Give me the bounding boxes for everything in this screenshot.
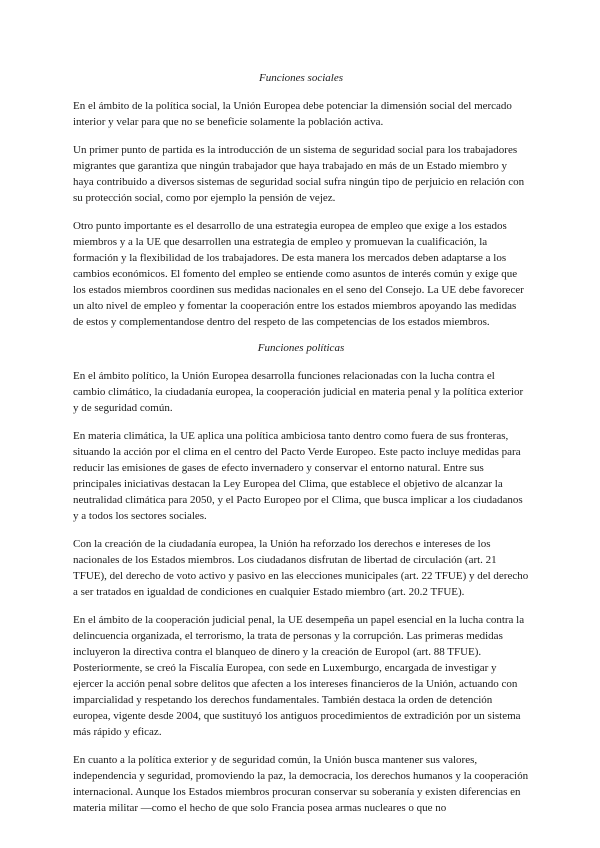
paragraph: Un primer punto de partida es la introducción de un sistema de seguridad social para los trabajadores migrantes que garantiza que ningún trabajador que haya trabajado en más de un Estado miembro y haya contribuido a diversos sistemas de seguridad social sufra ningún tipo de perjuicio en relación con su protección social, como por ejemplo la pensión de vejez. [73,144,525,204]
paragraph: En el ámbito político, la Unión Europea desarrolla funciones relacionadas con la lucha contra el cambio climático, la ciudadanía europea, la cooperación judicial en materia penal y la política exterior y de seguridad común. [73,370,524,414]
document-page [73,70,529,828]
section-heading: Funciones políticas [257,342,345,354]
paragraph: En cuanto a la política exterior y de seguridad común, la Unión busca mantener sus valores, independencia y seguridad, promoviendo la paz, la democracia, los derechos humanos y la cooperación internacional. Aunque los Estados miembros procuran conservar su soberanía y existen diferencias en materia militar —como el hecho de que solo Francia posea armas nucleares o que no [73,754,529,814]
paragraph: En el ámbito de la política social, la Unión Europea debe potenciar la dimensión social del mercado interior y velar para que no se beneficie solamente la población activa. [73,100,512,128]
paragraph: En el ámbito de la cooperación judicial penal, la UE desempeña un papel esencial en la lucha contra la delincuencia organizada, el terrorismo, la trata de personas y la corrupción. Las primeras medidas incluyeron la directiva contra el blanqueo de dinero y la creación de Europol (art. 88 TFUE). Posteriormente, se creó la Fiscalía Europea, con sede en Luxemburgo, encargada de investigar y ejercer la acción penal sobre delitos que afecten a los intereses financieros de la Unión, actuando con imparcialidad y respetando los derechos fundamentales. También destaca la orden de detención europea, vigente desde 2004, que sustituyó los antiguos procedimientos de extradición por un sistema más rápido y eficaz. [73,614,525,738]
paragraph: Otro punto importante es el desarrollo de una estrategia europea de empleo que exige a los estados miembros y a la UE que desarrollen una estrategia de empleo y promuevan la cualificación, la formación y la flexibilidad de los trabajadores. De esta manera los mercados deben adaptarse a los cambios económicos. El fomento del empleo se entiende como asuntos de interés común y exige que los estados miembros coordinen sus medidas nacionales en el seno del Consejo. La UE debe favorecer un alto nivel de empleo y fomentar la cooperación entre los estados miembros apoyando las medidas de estos y complementandose dentro del respeto de las competencias de los estados miembros. [73,220,524,328]
section-political [73,340,529,816]
section-heading: Funciones sociales [258,72,343,84]
section-social [73,70,529,330]
paragraph: Con la creación de la ciudadanía europea, la Unión ha reforzado los derechos e intereses de los nacionales de los Estados miembros. Los ciudadanos disfrutan de libertad de circulación (art. 21 TFUE), del derecho de voto activo y pasivo en las elecciones municipales (art. 22 TFUE) y del derecho a ser tratados en igualdad de condiciones en cualquier Estado miembro (art. 20.2 TFUE). [73,538,529,598]
paragraph: En materia climática, la UE aplica una política ambiciosa tanto dentro como fuera de sus fronteras, situando la acción por el clima en el centro del Pacto Verde Europeo. Este pacto incluye medidas para reducir las emisiones de gases de efecto invernadero y conservar el entorno natural. Entre sus principales iniciativas destacan la Ley Europea del Clima, que establece el objetivo de alcanzar la neutralidad climática para 2050, y el Pacto Europeo por el Clima, que busca implicar a los ciudadanos y a todos los sectores sociales. [73,430,523,522]
